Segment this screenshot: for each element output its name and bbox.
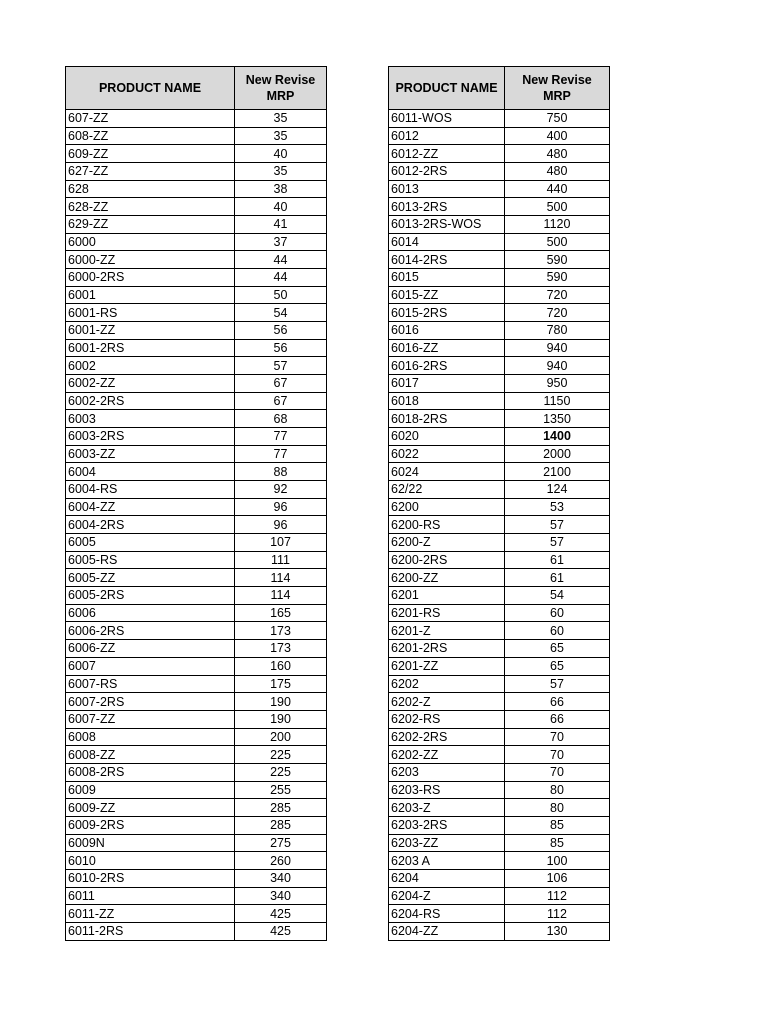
table-row [66,269,327,287]
mrp-cell: 780 [505,322,610,340]
product-name-cell: 6005-RS [66,551,235,569]
product-name-cell: 6009-ZZ [66,799,235,817]
table-row [389,198,610,216]
product-name-cell: 6011-ZZ [66,905,235,923]
mrp-cell: 1400 [505,428,610,446]
mrp-cell: 1120 [505,216,610,234]
product-name-cell: 6001-ZZ [66,322,235,340]
mrp-cell: 750 [505,110,610,128]
mrp-cell: 80 [505,781,610,799]
mrp-cell: 285 [235,816,327,834]
mrp-header [235,67,327,110]
mrp-cell: 44 [235,251,327,269]
table-row [389,675,610,693]
mrp-cell: 35 [235,127,327,145]
table-row [389,799,610,817]
mrp-header-line1: New Revise [522,73,592,87]
mrp-cell: 68 [235,410,327,428]
table-row [66,375,327,393]
product-name-cell: 6013 [389,180,505,198]
table-row [389,834,610,852]
product-name-cell: 6203 A [389,852,505,870]
product-name-cell: 6018-2RS [389,410,505,428]
product-name-cell: 6015-2RS [389,304,505,322]
product-name-cell: 6024 [389,463,505,481]
header-row [389,67,610,110]
product-name-cell: 6201 [389,587,505,605]
table-row [389,728,610,746]
product-name-cell: 6201-ZZ [389,657,505,675]
mrp-cell: 66 [505,693,610,711]
table-row [389,145,610,163]
mrp-header-line2: MRP [543,89,571,103]
mrp-cell: 92 [235,481,327,499]
table-row [66,498,327,516]
mrp-cell: 44 [235,269,327,287]
table-row [389,339,610,357]
mrp-cell: 114 [235,587,327,605]
mrp-cell: 950 [505,375,610,393]
table-row [66,357,327,375]
table-row [389,322,610,340]
product-name-cell: 628-ZZ [66,198,235,216]
table-row [66,905,327,923]
table-row [66,127,327,145]
mrp-cell: 225 [235,763,327,781]
table-row [66,463,327,481]
mrp-cell: 175 [235,675,327,693]
product-name-cell: 6200-ZZ [389,569,505,587]
mrp-cell: 260 [235,852,327,870]
product-name-cell: 6013-2RS-WOS [389,216,505,234]
mrp-cell: 160 [235,657,327,675]
product-name-cell: 6200 [389,498,505,516]
table-row [66,922,327,940]
mrp-cell: 165 [235,604,327,622]
price-table-right [388,66,610,941]
product-name-cell: 6010 [66,852,235,870]
table-row [389,410,610,428]
mrp-cell: 80 [505,799,610,817]
product-name-cell: 6011 [66,887,235,905]
product-name-cell: 6202-RS [389,710,505,728]
product-name-cell: 6010-2RS [66,869,235,887]
product-name-cell: 6006-ZZ [66,640,235,658]
mrp-cell: 2000 [505,445,610,463]
mrp-cell: 66 [505,710,610,728]
table-row [389,640,610,658]
table-row [66,569,327,587]
product-name-cell: 6003-ZZ [66,445,235,463]
product-name-cell: 629-ZZ [66,216,235,234]
table-row [389,905,610,923]
mrp-cell: 112 [505,887,610,905]
table-row [66,534,327,552]
mrp-cell: 77 [235,428,327,446]
product-name-cell: 6004 [66,463,235,481]
table-row [66,516,327,534]
table-row [66,781,327,799]
product-name-cell: 6201-RS [389,604,505,622]
mrp-cell: 590 [505,269,610,287]
table-row [389,357,610,375]
mrp-cell: 40 [235,145,327,163]
mrp-cell: 70 [505,728,610,746]
product-name-cell: 6008 [66,728,235,746]
table-row [389,922,610,940]
table-row [389,604,610,622]
mrp-cell: 37 [235,233,327,251]
mrp-cell: 38 [235,180,327,198]
product-name-cell: 6000-ZZ [66,251,235,269]
product-name-cell: 6011-WOS [389,110,505,128]
product-name-cell: 6008-ZZ [66,746,235,764]
table-row [66,728,327,746]
product-name-cell: 6017 [389,375,505,393]
product-name-cell: 6005-ZZ [66,569,235,587]
table-row [389,286,610,304]
mrp-cell: 77 [235,445,327,463]
table-row [66,887,327,905]
mrp-cell: 111 [235,551,327,569]
product-name-header: PRODUCT NAME [389,67,505,110]
table-row [66,251,327,269]
table-row [389,163,610,181]
mrp-cell: 61 [505,569,610,587]
table-row [389,216,610,234]
mrp-cell: 88 [235,463,327,481]
product-name-cell: 6018 [389,392,505,410]
mrp-cell: 1150 [505,392,610,410]
table-row [66,710,327,728]
mrp-cell: 61 [505,551,610,569]
product-name-cell: 607-ZZ [66,110,235,128]
mrp-cell: 275 [235,834,327,852]
mrp-cell: 200 [235,728,327,746]
product-name-cell: 6007-RS [66,675,235,693]
product-name-cell: 6011-2RS [66,922,235,940]
mrp-cell: 100 [505,852,610,870]
product-name-cell: 6004-2RS [66,516,235,534]
table-row [66,587,327,605]
product-name-cell: 6202-2RS [389,728,505,746]
product-name-cell: 6007 [66,657,235,675]
product-name-cell: 6004-RS [66,481,235,499]
table-row [389,498,610,516]
product-name-cell: 6203-2RS [389,816,505,834]
table-row [66,410,327,428]
table-row [389,852,610,870]
product-name-cell: 6016-ZZ [389,339,505,357]
mrp-cell: 96 [235,516,327,534]
table-row [389,869,610,887]
table-row [389,569,610,587]
mrp-cell: 50 [235,286,327,304]
product-name-cell: 6002-2RS [66,392,235,410]
mrp-cell: 500 [505,233,610,251]
product-name-cell: 6007-2RS [66,693,235,711]
mrp-cell: 85 [505,816,610,834]
mrp-cell: 41 [235,216,327,234]
table-body-right [389,110,610,941]
table-row [66,180,327,198]
table-row [389,710,610,728]
product-name-cell: 6203-RS [389,781,505,799]
product-name-cell: 6004-ZZ [66,498,235,516]
product-name-cell: 6001 [66,286,235,304]
mrp-cell: 340 [235,869,327,887]
mrp-cell: 480 [505,145,610,163]
mrp-cell: 130 [505,922,610,940]
table-row [389,463,610,481]
product-name-cell: 6002 [66,357,235,375]
mrp-cell: 285 [235,799,327,817]
mrp-cell: 56 [235,322,327,340]
product-name-cell: 6006 [66,604,235,622]
product-name-cell: 6204-RS [389,905,505,923]
table-row [66,198,327,216]
table-row [66,322,327,340]
product-name-cell: 6202 [389,675,505,693]
product-name-cell: 6200-Z [389,534,505,552]
table-row [389,587,610,605]
product-name-cell: 609-ZZ [66,145,235,163]
mrp-cell: 57 [505,534,610,552]
mrp-cell: 480 [505,163,610,181]
mrp-cell: 40 [235,198,327,216]
price-table-left [65,66,327,941]
mrp-cell: 425 [235,905,327,923]
mrp-cell: 85 [505,834,610,852]
product-name-cell: 6002-ZZ [66,375,235,393]
product-name-cell: 6014-2RS [389,251,505,269]
table-row [389,180,610,198]
product-name-cell: 6005-2RS [66,587,235,605]
mrp-header-line2: MRP [266,89,295,103]
mrp-cell: 65 [505,640,610,658]
table-row [389,622,610,640]
table-row [66,216,327,234]
product-name-cell: 628 [66,180,235,198]
mrp-cell: 225 [235,746,327,764]
table-row [66,834,327,852]
mrp-cell: 57 [505,516,610,534]
mrp-cell: 940 [505,339,610,357]
product-name-cell: 6012-ZZ [389,145,505,163]
product-name-cell: 6001-2RS [66,339,235,357]
mrp-cell: 60 [505,604,610,622]
table-row [66,640,327,658]
table-row [389,304,610,322]
product-name-cell: 6015-ZZ [389,286,505,304]
table-row [389,551,610,569]
table-row [66,163,327,181]
product-name-cell: 6200-2RS [389,551,505,569]
mrp-cell: 35 [235,110,327,128]
product-name-cell: 6005 [66,534,235,552]
product-name-cell: 6009 [66,781,235,799]
table-row [66,675,327,693]
product-name-cell: 6020 [389,428,505,446]
table-row [389,375,610,393]
product-name-cell: 6203-Z [389,799,505,817]
table-row [66,693,327,711]
mrp-cell: 2100 [505,463,610,481]
mrp-cell: 425 [235,922,327,940]
mrp-cell: 720 [505,304,610,322]
product-name-cell: 6000 [66,233,235,251]
table-row [389,110,610,128]
mrp-cell: 400 [505,127,610,145]
mrp-cell: 590 [505,251,610,269]
product-name-cell: 6003-2RS [66,428,235,446]
product-name-cell: 62/22 [389,481,505,499]
table-row [66,746,327,764]
table-row [66,145,327,163]
mrp-cell: 70 [505,763,610,781]
table-row [66,428,327,446]
table-body-left [66,110,327,941]
table-row [389,392,610,410]
mrp-cell: 500 [505,198,610,216]
mrp-cell: 1350 [505,410,610,428]
table-row [66,304,327,322]
product-name-cell: 6200-RS [389,516,505,534]
mrp-cell: 124 [505,481,610,499]
product-name-cell: 608-ZZ [66,127,235,145]
product-name-cell: 6016 [389,322,505,340]
product-name-cell: 6009N [66,834,235,852]
table-row [389,816,610,834]
mrp-cell: 106 [505,869,610,887]
product-name-cell: 6204-Z [389,887,505,905]
table-row [389,693,610,711]
mrp-cell: 190 [235,693,327,711]
product-name-cell: 6001-RS [66,304,235,322]
table-row [66,445,327,463]
product-name-cell: 6204-ZZ [389,922,505,940]
product-name-cell: 6003 [66,410,235,428]
mrp-cell: 114 [235,569,327,587]
product-name-cell: 6016-2RS [389,357,505,375]
table-row [389,887,610,905]
table-row [66,852,327,870]
table-row [66,233,327,251]
product-name-header: PRODUCT NAME [66,67,235,110]
mrp-cell: 173 [235,622,327,640]
table-row [389,534,610,552]
table-row [66,869,327,887]
mrp-cell: 67 [235,375,327,393]
mrp-cell: 190 [235,710,327,728]
product-name-cell: 6203 [389,763,505,781]
product-name-cell: 6201-Z [389,622,505,640]
table-row [389,746,610,764]
table-row [389,763,610,781]
mrp-cell: 96 [235,498,327,516]
product-name-cell: 6204 [389,869,505,887]
table-row [389,445,610,463]
mrp-cell: 940 [505,357,610,375]
mrp-cell: 112 [505,905,610,923]
product-name-cell: 627-ZZ [66,163,235,181]
mrp-header [505,67,610,110]
mrp-cell: 173 [235,640,327,658]
mrp-cell: 60 [505,622,610,640]
table-row [66,286,327,304]
product-name-cell: 6013-2RS [389,198,505,216]
product-name-cell: 6000-2RS [66,269,235,287]
table-row [66,481,327,499]
mrp-cell: 35 [235,163,327,181]
table-row [66,392,327,410]
table-row [389,428,610,446]
mrp-cell: 56 [235,339,327,357]
table-row [66,110,327,128]
table-row [389,657,610,675]
mrp-cell: 67 [235,392,327,410]
product-name-cell: 6201-2RS [389,640,505,658]
product-name-cell: 6014 [389,233,505,251]
product-name-cell: 6022 [389,445,505,463]
table-row [66,622,327,640]
product-name-cell: 6012-2RS [389,163,505,181]
mrp-cell: 255 [235,781,327,799]
table-row [66,657,327,675]
header-row [66,67,327,110]
table-row [389,251,610,269]
table-row [66,551,327,569]
product-name-cell: 6007-ZZ [66,710,235,728]
table-row [389,516,610,534]
mrp-cell: 340 [235,887,327,905]
table-row [66,339,327,357]
table-row [389,233,610,251]
mrp-header-line1: New Revise [245,73,316,87]
mrp-cell: 53 [505,498,610,516]
product-name-cell: 6012 [389,127,505,145]
table-row [66,799,327,817]
product-name-cell: 6202-Z [389,693,505,711]
product-name-cell: 6009-2RS [66,816,235,834]
mrp-cell: 440 [505,180,610,198]
product-name-cell: 6203-ZZ [389,834,505,852]
table-row [389,127,610,145]
product-name-cell: 6008-2RS [66,763,235,781]
mrp-cell: 65 [505,657,610,675]
product-name-cell: 6006-2RS [66,622,235,640]
table-row [66,604,327,622]
table-row [389,781,610,799]
mrp-cell: 54 [235,304,327,322]
mrp-cell: 57 [505,675,610,693]
product-name-cell: 6202-ZZ [389,746,505,764]
table-row [389,269,610,287]
table-row [389,481,610,499]
mrp-cell: 54 [505,587,610,605]
mrp-cell: 107 [235,534,327,552]
product-name-cell: 6015 [389,269,505,287]
mrp-cell: 720 [505,286,610,304]
table-row [66,816,327,834]
mrp-cell: 57 [235,357,327,375]
mrp-cell: 70 [505,746,610,764]
table-row [66,763,327,781]
